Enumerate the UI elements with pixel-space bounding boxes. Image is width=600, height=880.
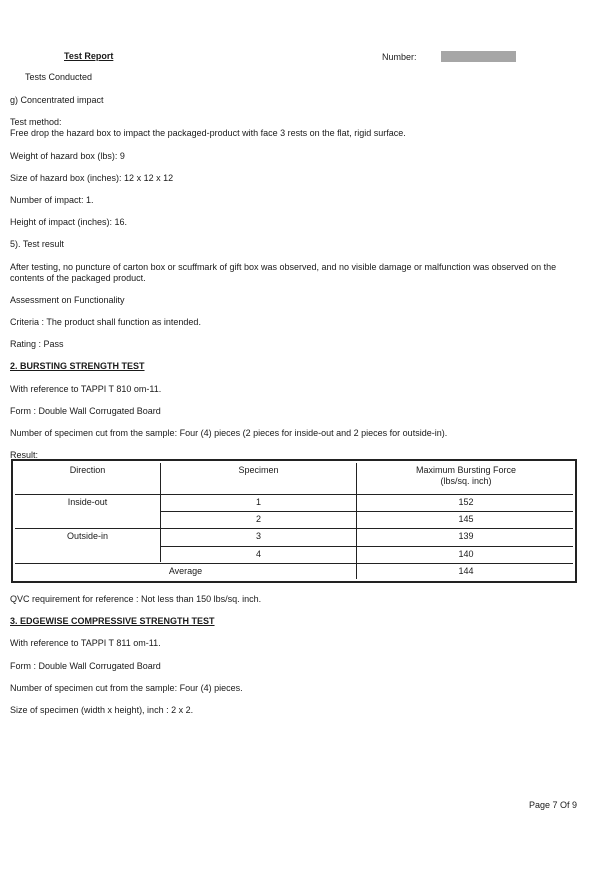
table-row-specimen: 3: [255, 531, 261, 541]
average-label: Average: [168, 566, 203, 576]
bursting-form: Form : Double Wall Corrugated Board: [10, 406, 161, 416]
bursting-reference: With reference to TAPPI T 810 om-11.: [10, 384, 162, 394]
edgewise-specimens: Number of specimen cut from the sample: Four (4) pieces.: [10, 683, 243, 693]
average-value: 144: [458, 566, 474, 576]
tests-conducted: Tests Conducted: [25, 72, 93, 82]
impact-count: Number of impact: 1.: [10, 195, 94, 205]
table-row-specimen: 1: [255, 497, 261, 507]
table-row-force: 140: [458, 549, 474, 559]
bursting-specimens: Number of specimen cut from the sample: Four (4) pieces (2 pieces for inside-out and 2 pieces for outside-in).: [10, 428, 448, 438]
rating-text: Rating : Pass: [10, 339, 64, 349]
criteria-text: Criteria : The product shall function as intended.: [10, 317, 201, 327]
redacted-number: [441, 51, 516, 62]
direction-inside-out: Inside-out: [67, 497, 108, 507]
qvc-requirement: QVC requirement for reference : Not less than 150 lbs/sq. inch.: [10, 594, 262, 604]
test-method-label: Test method:: [10, 117, 62, 127]
result-label: Result:: [10, 450, 39, 460]
page-number: Page 7 Of 9: [528, 800, 577, 810]
table-row-force: 145: [458, 514, 474, 524]
edgewise-heading: 3. EDGEWISE COMPRESSIVE STRENGTH TEST: [10, 616, 215, 626]
assessment-heading: Assessment on Functionality: [10, 295, 125, 305]
header-direction: Direction: [69, 465, 106, 475]
report-title: Test Report: [64, 51, 114, 61]
test-result-text: After testing, no puncture of carton box or scuffmark of gift box was observed, and no visible damage or malfunction was observed on the contents of the packaged product.: [10, 262, 557, 283]
impact-height: Height of impact (inches): 16.: [10, 217, 128, 227]
test-method-text: Free drop the hazard box to impact the packaged-product with face 3 rests on the flat, rigid surface.: [10, 128, 406, 138]
edgewise-form: Form : Double Wall Corrugated Board: [10, 661, 161, 671]
impact-heading: g) Concentrated impact: [10, 95, 104, 105]
header-specimen: Specimen: [238, 465, 279, 475]
test-result-heading: 5). Test result: [10, 239, 64, 249]
number-label: Number:: [382, 52, 417, 62]
table-row-force: 152: [458, 497, 474, 507]
table-row-specimen: 4: [255, 549, 261, 559]
direction-outside-in: Outside-in: [66, 531, 109, 541]
header-max-force: Maximum Bursting Force: [415, 465, 517, 475]
table-row-force: 139: [458, 531, 474, 541]
bursting-heading: 2. BURSTING STRENGTH TEST: [10, 361, 145, 371]
hazard-box-size: Size of hazard box (inches): 12 x 12 x 12: [10, 173, 174, 183]
table-row-specimen: 2: [255, 514, 261, 524]
header-force-unit: (lbs/sq. inch): [440, 476, 492, 486]
hazard-box-weight: Weight of hazard box (lbs): 9: [10, 151, 125, 161]
edgewise-reference: With reference to TAPPI T 811 om-11.: [10, 638, 161, 648]
bursting-results-table: [11, 459, 577, 583]
edgewise-size: Size of specimen (width x height), inch : 2 x 2.: [10, 705, 194, 715]
